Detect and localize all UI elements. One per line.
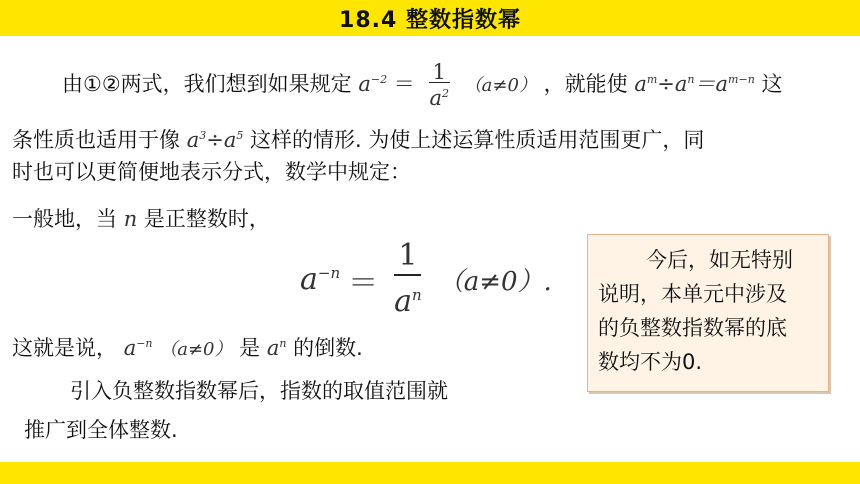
math-a3-div-a5 xyxy=(187,128,250,152)
text: 由①②两式，我们想到如果规定 xyxy=(62,72,352,96)
denominator-exp: n xyxy=(412,286,422,304)
text: 这 xyxy=(761,72,783,96)
math-exp: n xyxy=(687,73,695,86)
text: 条性质也适用于像 xyxy=(12,128,180,152)
math-a-neg-n xyxy=(124,336,160,360)
denominator: a xyxy=(429,86,442,110)
paragraph-line-3: 时也可以更简便地表示分式，数学中规定： xyxy=(12,160,411,184)
paragraph-line-4 xyxy=(12,205,270,233)
math-exp: n xyxy=(279,337,287,350)
note-line-3: 的负整数指数幂的底 xyxy=(598,316,787,340)
denominator: a xyxy=(394,284,413,319)
note-box xyxy=(587,234,829,392)
numerator: 1 xyxy=(429,62,450,83)
text: 的倒数. xyxy=(293,336,363,360)
paragraph-line-6: 引入负整数指数幂后，指数的取值范围就 xyxy=(70,379,448,403)
math-exp: −2 xyxy=(370,73,388,86)
formula-condition: （a≠0）. xyxy=(437,267,552,297)
note-line-1: 今后，如无特别 xyxy=(646,248,793,272)
math-exp: −n xyxy=(136,337,153,350)
paragraph-line-5 xyxy=(12,330,363,364)
condition: （a≠0） xyxy=(159,339,233,360)
text: 一般地，当 xyxy=(12,207,117,231)
text: 是 xyxy=(239,336,261,360)
math-div: ÷a xyxy=(657,72,688,96)
math-a-n xyxy=(267,336,293,360)
math-div: ÷a xyxy=(206,128,237,152)
math-var: a xyxy=(300,262,318,297)
math-exp: m−n xyxy=(728,73,755,86)
note-line-2: 说明，本单元中涉及 xyxy=(598,282,787,306)
math-exp: 5 xyxy=(236,129,244,142)
numerator: 1 xyxy=(394,238,421,276)
text: ，就能使 xyxy=(543,72,628,96)
math-var: a xyxy=(186,128,200,152)
footer-bar xyxy=(0,462,860,484)
math-exp: −n xyxy=(317,264,341,282)
paragraph-line-1 xyxy=(62,62,782,109)
note-line-4: 数均不为0. xyxy=(598,350,703,374)
text: 是正整数时， xyxy=(143,207,270,231)
math-var: a xyxy=(358,72,371,96)
equals: ＝ xyxy=(348,265,379,301)
paragraph-line-2 xyxy=(12,122,704,154)
math-a-neg2 xyxy=(358,72,393,96)
text: 这样的情形. 为使上述运算性质适用范围更广，同 xyxy=(250,128,705,152)
page-title: 18.4 整数指数幂 xyxy=(339,7,521,33)
math-eq: ＝a xyxy=(694,72,729,96)
math-var: a xyxy=(123,336,137,360)
text: 这就是说， xyxy=(12,336,117,360)
denominator-exp: 2 xyxy=(442,87,449,100)
equals: ＝ xyxy=(393,72,415,96)
math-var: a xyxy=(634,72,647,96)
fraction xyxy=(425,62,453,109)
math-exp: 3 xyxy=(199,129,207,142)
formula-lhs xyxy=(300,262,340,297)
condition: （a≠0） xyxy=(463,75,537,96)
header-bar xyxy=(0,0,860,36)
math-var: a xyxy=(266,336,280,360)
math-rule xyxy=(634,72,761,96)
math-exp: m xyxy=(646,73,658,86)
definition-formula xyxy=(300,238,552,321)
paragraph-line-7: 推广到全体整数. xyxy=(24,418,178,442)
math-n: n xyxy=(123,207,138,231)
formula-fraction xyxy=(390,238,426,321)
